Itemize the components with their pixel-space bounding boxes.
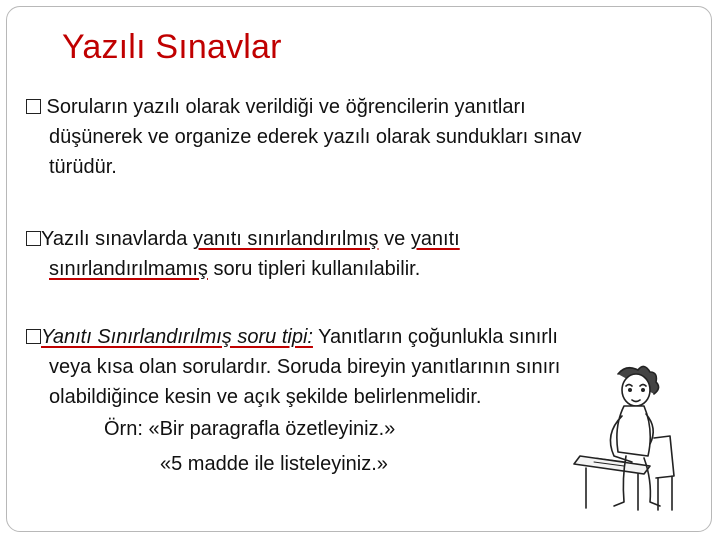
p3-line3: olabildiğince kesin ve açık şekilde belirlenmelidir. <box>49 386 482 408</box>
student-writing-illustration <box>566 360 704 516</box>
p3-text-b: Yanıtların çoğunlukla sınırlı <box>312 326 558 348</box>
p1-line2: düşünerek ve organize ederek yazılı olarak sundukları sınav <box>49 126 582 148</box>
slide-title: Yazılı Sınavlar <box>62 28 282 66</box>
student-writing-at-desk-icon <box>566 360 704 516</box>
p2-text-a: Yazılı sınavlarda <box>41 228 193 250</box>
p1-line1: Soruların yazılı olarak verildiği ve öğrencilerin yanıtları <box>41 96 526 118</box>
p2-term-unrestricted-part2: sınırlandırılmamış <box>49 258 208 280</box>
p3-line2: veya kısa olan sorulardır. Soruda bireyin yanıtlarının sınırı <box>49 356 561 378</box>
p1-line3: türüdür. <box>49 156 117 178</box>
square-bullet-icon <box>26 231 41 246</box>
p2-text-c: ve <box>378 228 411 250</box>
p2-term-unrestricted-part1: yanıtı <box>410 228 460 250</box>
paragraph-question-types <box>26 224 706 284</box>
square-bullet-icon <box>26 329 41 344</box>
square-bullet-icon <box>26 99 41 114</box>
p3-term: Yanıtı Sınırlandırılmış soru tipi: <box>41 326 313 348</box>
p2-text-f: soru tipleri kullanılabilir. <box>207 258 421 280</box>
p2-term-restricted: yanıtı sınırlandırılmış <box>192 228 379 250</box>
paragraph-definition <box>26 92 706 182</box>
example-line-1: Örn: «Bir paragrafla özetleyiniz.» <box>104 418 396 440</box>
example-line-2: «5 madde ile listeleyiniz.» <box>160 453 388 475</box>
